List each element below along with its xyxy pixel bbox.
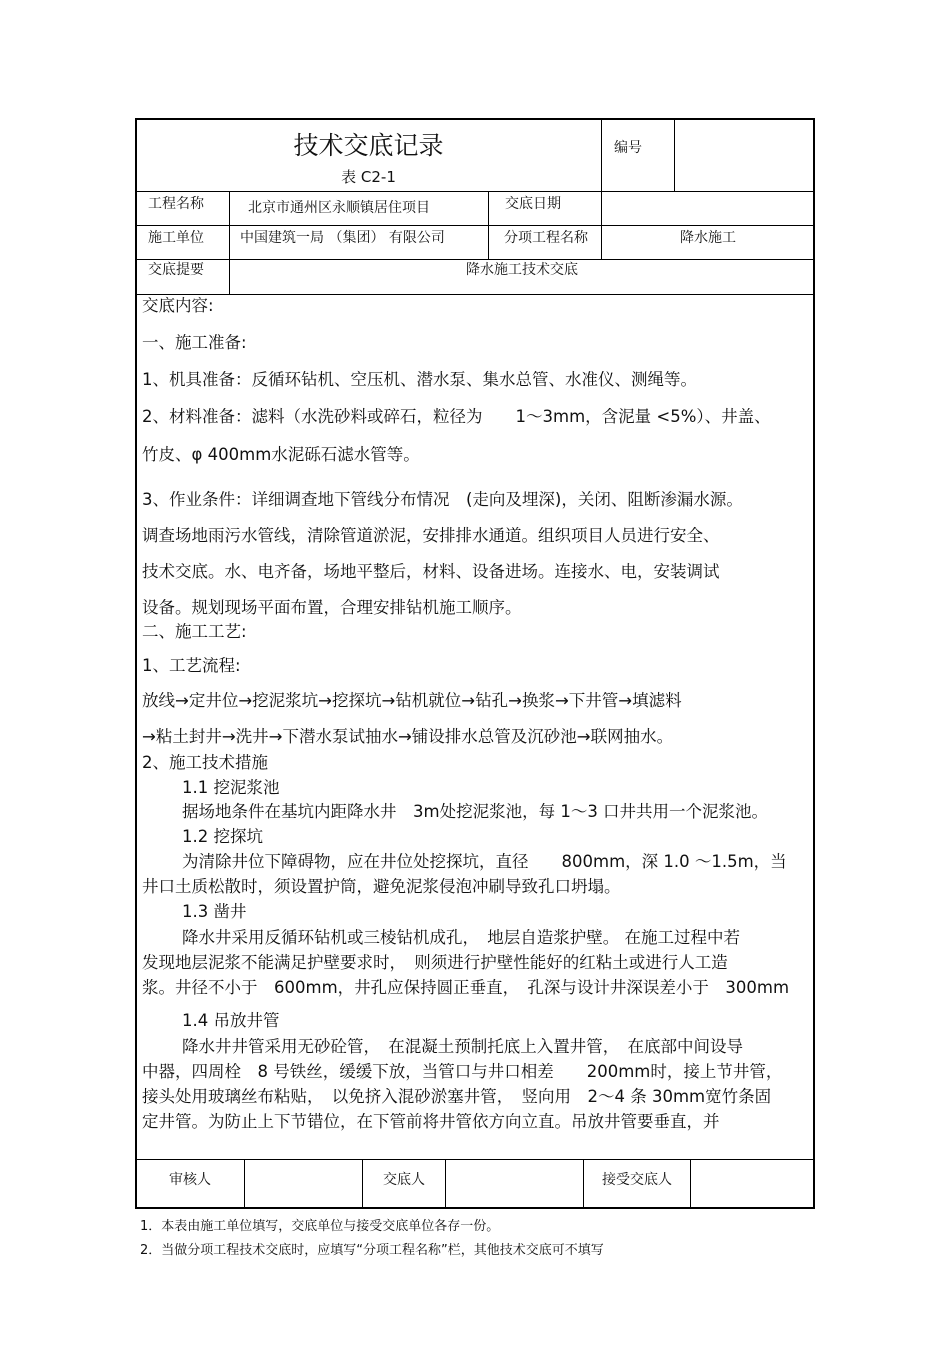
summary-label: 交底提要 (148, 262, 204, 278)
project-name: 北京市通州区永顺镇居住项目 (248, 200, 430, 216)
content-line: 中器，四周栓 8 号铁丝，缓缓下放，当管口与井口相差 200mm时，接上节井管， (142, 1062, 783, 1081)
content-line: 交底内容: (142, 296, 214, 315)
company-label: 施工单位 (148, 230, 204, 246)
content-line: 1、机具准备：反循环钻机、空压机、潜水泵、集水总管、水准仪、测绳等。 (142, 370, 697, 389)
discloser-label: 交底人 (383, 1172, 425, 1188)
content-line: →粘土封井→洗井→下潜水泵试抽水→铺设排水总管及沉砂池→联网抽水。 (142, 727, 674, 746)
rule-v-sign3 (445, 1159, 446, 1208)
footnote: 1．本表由施工单位填写，交底单位与接受交底单位各存一份。 (140, 1219, 500, 1234)
content-line: 2、施工技术措施 (142, 753, 268, 772)
rule-v-serial-value (674, 119, 675, 191)
content-line: 1.4 吊放井管 (182, 1011, 280, 1030)
project-name-label: 工程名称 (148, 196, 204, 212)
receiver-label: 接受交底人 (602, 1172, 672, 1188)
content-line: 井口土质松散时，须设置护筒，避免泥浆侵泡冲刷导致孔口坍塌。 (142, 877, 621, 896)
rule-v-sign1 (244, 1159, 245, 1208)
content-line: 设备。规划现场平面布置，合理安排钻机施工顺序。 (142, 598, 522, 617)
content-line: 技术交底。水、电齐备，场地平整后，材料、设备进场。连接水、电，安装调试 (142, 562, 720, 581)
rule-v-label-col (229, 191, 230, 294)
rule-row3-bottom (136, 294, 814, 295)
rule-v-sign5 (690, 1159, 691, 1208)
rule-row2-bottom (136, 259, 814, 260)
content-line: 据场地条件在基坑内距降水井 3m处挖泥浆池，每 1～3 口井共用一个泥浆池。 (182, 802, 769, 821)
content-line: 为清除井位下障碍物，应在井位处挖探坑，直径 800mm，深 1.0 ～1.5m，当 (182, 852, 787, 871)
content-line: 降水井采用反循环钻机或三棱钻机成孔， 地层自造浆护壁。 在施工过程中若 (182, 928, 740, 947)
summary-text: 降水施工技术交底 (466, 262, 578, 278)
content-line: 定井管。为防止上下节错位，在下管前将井管依方向立直。吊放井管要垂直，并 (142, 1112, 720, 1131)
content-line: 3、作业条件：详细调查地下管线分布情况 (走向及埋深)，关闭、阻断渗漏水源。 (142, 490, 743, 509)
content-line: 降水井井管采用无砂砼管， 在混凝土预制托底上入置井管， 在底部中间设导 (182, 1037, 743, 1056)
content-line: 竹皮、φ 400mm水泥砾石滤水管等。 (142, 445, 420, 464)
content-line: 1、工艺流程: (142, 656, 241, 675)
date-label: 交底日期 (505, 196, 561, 212)
content-line: 1.3 凿井 (182, 902, 247, 921)
footnote: 2．当做分项工程技术交底时，应填写“分项工程名称”栏，其他技术交底可不填写 (140, 1243, 604, 1258)
rule-v-mid-col (488, 191, 489, 259)
subproject-name: 降水施工 (680, 230, 736, 246)
content-line: 二、施工工艺: (142, 622, 247, 641)
rule-row1-bottom (136, 225, 814, 226)
content-line: 一、施工准备: (142, 333, 247, 352)
content-line: 1.1 挖泥浆池 (182, 778, 280, 797)
rule-content-bottom (136, 1159, 814, 1160)
content-line: 1.2 挖探坑 (182, 827, 263, 846)
content-line: 接头处用玻璃丝布粘贴， 以免挤入混砂淤塞井管， 竖向用 2～4 条 30mm宽竹条固 (142, 1087, 772, 1106)
subproject-label: 分项工程名称 (504, 230, 588, 246)
content-line: 浆。井径不小于 600mm，井孔应保持圆正垂直， 孔深与设计井深误差小于 300mm (142, 978, 790, 997)
rule-v-header-serial (601, 119, 602, 225)
content-line: 放线→定井位→挖泥浆坑→挖探坑→钻机就位→钻孔→换浆→下井管→填滤料 (142, 691, 682, 710)
serial-label: 编号 (614, 140, 642, 156)
rule-header-bottom (136, 191, 814, 192)
reviewer-label: 审核人 (169, 1172, 211, 1188)
content-line: 调查场地雨污水管线，清除管道淤泥，安排排水通道。组织项目人员进行安全、 (142, 526, 720, 545)
content-line: 2、材料准备：滤料（水洗砂料或碎石，粒径为 1～3mm，含泥量 <5%）、井盖、 (142, 407, 771, 426)
form-title: 技术交底记录 (293, 131, 444, 160)
form-number: 表 C2-1 (341, 168, 396, 186)
content-line: 发现地层泥浆不能满足护壁要求时， 则须进行护壁性能好的红粘土或进行人工造 (142, 953, 728, 972)
company-name: 中国建筑一局 （集团） 有限公司 (240, 230, 445, 246)
